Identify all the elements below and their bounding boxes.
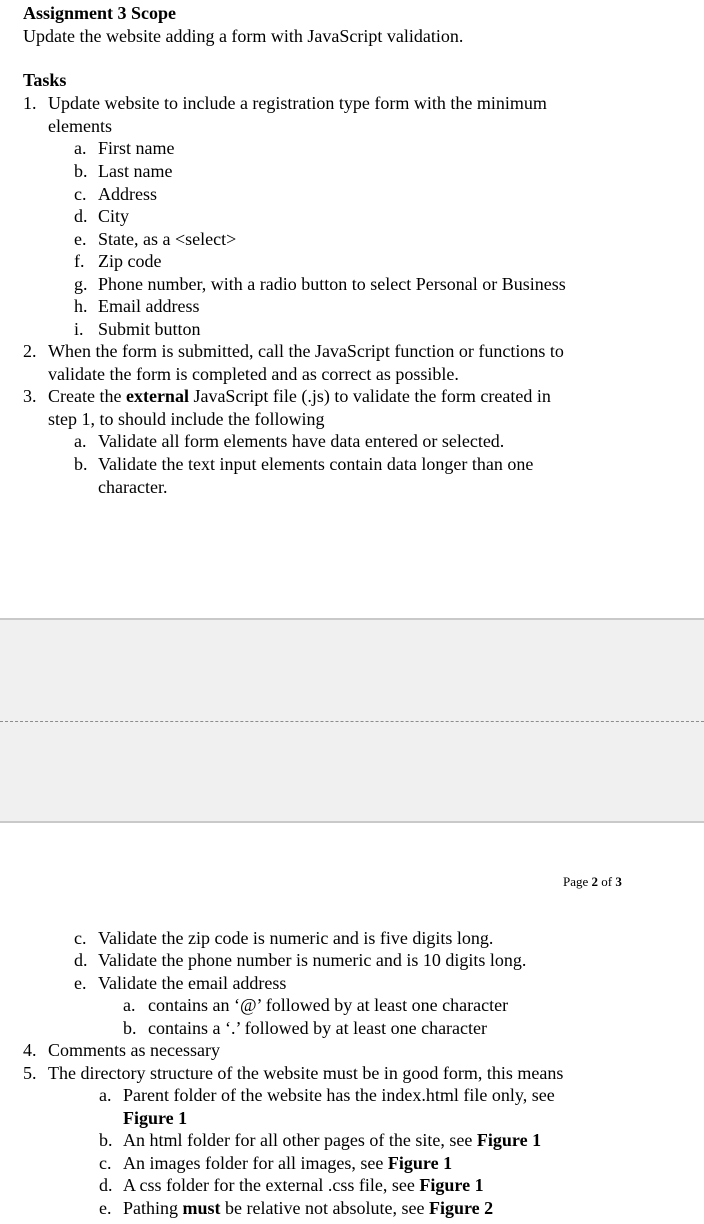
list-marker: b. [123, 1018, 137, 1038]
list-marker: g. [74, 274, 88, 294]
tasks-heading: Tasks [23, 70, 67, 90]
list-item: Validate the email address [98, 973, 287, 993]
task-2-text-cont: validate the form is completed and as correct as possible. [48, 364, 459, 384]
list-item: A css folder for the external .css file, see Figure 1 [123, 1175, 484, 1195]
list-marker: a. [74, 431, 87, 451]
task-4-text: Comments as necessary [48, 1040, 220, 1060]
task-1-text: Update website to include a registration type form with the minimum [48, 93, 547, 113]
list-marker: d. [99, 1175, 113, 1195]
task-3-text: Create the external JavaScript file (.js) to validate the form created in [48, 386, 551, 406]
page-break-line [0, 721, 704, 722]
intro-text: Update the website adding a form with JavaScript validation. [23, 26, 464, 46]
list-marker: a. [99, 1085, 112, 1105]
list-item: Validate the zip code is numeric and is five digits long. [98, 928, 494, 948]
page-gap [0, 618, 704, 823]
list-item: First name [98, 138, 175, 158]
bold-text: external [125, 386, 189, 406]
task-5-text: The directory structure of the website must be in good form, this means [48, 1063, 564, 1083]
list-item-cont: character. [98, 477, 168, 497]
list-item: Parent folder of the website has the index.html file only, see [123, 1085, 555, 1105]
list-item: contains a ‘.’ followed by at least one character [148, 1018, 488, 1038]
list-item: Submit button [98, 319, 201, 339]
list-marker: 4. [23, 1040, 37, 1060]
figure-reference: Figure 1 [387, 1153, 453, 1173]
list-item: Last name [98, 161, 173, 181]
list-marker: b. [74, 161, 88, 181]
figure-reference: Figure 1 [123, 1108, 188, 1128]
list-marker: e. [74, 973, 87, 993]
list-marker: b. [74, 454, 88, 474]
list-marker: c. [74, 928, 87, 948]
list-item: Pathing must be relative not absolute, see Figure 2 [123, 1198, 494, 1218]
list-marker: 1. [23, 93, 37, 113]
task-2-text: When the form is submitted, call the JavaScript function or functions to [48, 341, 564, 361]
list-item: An images folder for all images, see Figure 1 [123, 1153, 453, 1173]
assignment-title: Assignment 3 Scope [23, 3, 177, 23]
list-item: Validate the phone number is numeric and is 10 digits long. [98, 950, 527, 970]
list-marker: e. [99, 1198, 112, 1218]
figure-reference: Figure 2 [428, 1198, 494, 1218]
list-marker: a. [74, 138, 87, 158]
list-item: Address [98, 184, 157, 204]
list-item: Validate the text input elements contain data longer than one [98, 454, 534, 474]
list-marker: c. [74, 184, 87, 204]
list-marker: d. [74, 950, 88, 970]
bold-text: must [182, 1198, 221, 1218]
task-3-text-cont: step 1, to should include the following [48, 409, 325, 429]
list-marker: f. [74, 251, 85, 271]
list-item: An html folder for all other pages of the site, see Figure 1 [123, 1130, 542, 1150]
list-item: Email address [98, 296, 200, 316]
list-item: State, as a <select> [98, 229, 237, 249]
list-marker: c. [99, 1153, 112, 1173]
list-marker: h. [74, 296, 88, 316]
list-item: Zip code [98, 251, 162, 271]
list-marker: 5. [23, 1063, 37, 1083]
list-item: Phone number, with a radio button to select Personal or Business [98, 274, 566, 294]
figure-reference: Figure 1 [419, 1175, 484, 1195]
list-marker: a. [123, 995, 136, 1015]
list-item: City [98, 206, 130, 226]
list-item: Validate all form elements have data entered or selected. [98, 431, 505, 451]
task-1-text-cont: elements [48, 116, 112, 136]
list-marker: 3. [23, 386, 37, 406]
list-item: contains an ‘@’ followed by at least one character [148, 995, 509, 1015]
figure-reference: Figure 1 [476, 1130, 542, 1150]
list-marker: i. [74, 319, 84, 339]
list-marker: e. [74, 229, 87, 249]
list-marker: d. [74, 206, 88, 226]
page-number: Page 2 of 3 [563, 874, 622, 889]
list-marker: 2. [23, 341, 37, 361]
list-marker: b. [99, 1130, 113, 1150]
